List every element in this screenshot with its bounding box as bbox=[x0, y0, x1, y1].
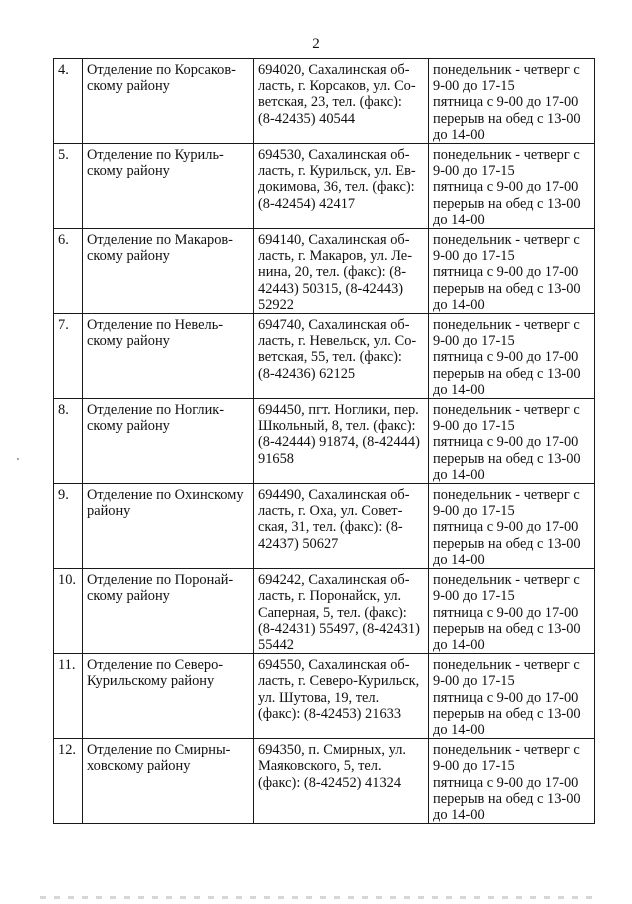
row-number: 5. bbox=[58, 147, 69, 164]
office-address-cell bbox=[254, 59, 429, 144]
office-hours-line: 9-00 до 17-15 bbox=[433, 588, 515, 605]
office-hours-line: пятница с 9-00 до 17-00 bbox=[433, 774, 579, 791]
office-hours-cell bbox=[429, 739, 595, 824]
row-number-cell bbox=[54, 654, 83, 739]
offices-table-body bbox=[54, 59, 595, 824]
office-address-line: Саперная, 5, тел. (факс): bbox=[258, 604, 407, 621]
row-number-cell bbox=[54, 144, 83, 229]
office-address-line: 694020, Сахалинская об- bbox=[258, 62, 410, 78]
office-hours-cell bbox=[429, 654, 595, 739]
office-name-cell bbox=[83, 654, 254, 739]
office-hours-line: перерыв на обед с 13-00 bbox=[433, 110, 581, 127]
office-address-cell bbox=[254, 654, 429, 739]
row-number: 9. bbox=[58, 487, 69, 504]
office-name-cell bbox=[83, 739, 254, 824]
offices-table bbox=[53, 58, 595, 824]
office-name-cell bbox=[83, 144, 254, 229]
office-hours-line: 9-00 до 17-15 bbox=[433, 418, 515, 435]
office-address-line: Маяковского, 5, тел. bbox=[258, 758, 382, 775]
office-name-line: скому району bbox=[87, 588, 170, 605]
office-hours-line: до 14-00 bbox=[433, 551, 485, 568]
office-address-line: ласть, г. Корсаков, ул. Со- bbox=[258, 78, 416, 95]
office-hours-line: 9-00 до 17-15 bbox=[433, 503, 515, 520]
office-hours-line: перерыв на обед с 13-00 bbox=[433, 705, 581, 722]
office-address-cell bbox=[254, 314, 429, 399]
office-address-line: ласть, г. Северо-Курильск, bbox=[258, 673, 420, 690]
office-hours-line: понедельник - четверг с bbox=[433, 742, 580, 759]
office-name-line: Курильскому району bbox=[87, 673, 215, 690]
office-address-cell bbox=[254, 229, 429, 314]
office-address-line: (8-42435) 40544 bbox=[258, 110, 356, 127]
office-address-line: (факс): (8-42452) 41324 bbox=[258, 774, 402, 791]
office-name-line: Отделение по Куриль- bbox=[87, 147, 224, 164]
office-hours-line: перерыв на обед с 13-00 bbox=[433, 365, 581, 382]
scan-artifact-strip bbox=[40, 896, 600, 899]
table-row bbox=[54, 739, 595, 824]
office-address-line: ветская, 23, тел. (факс): bbox=[258, 94, 402, 111]
office-hours-line: понедельник - четверг с bbox=[433, 317, 580, 334]
office-name-cell bbox=[83, 59, 254, 144]
office-address-line: (факс): (8-42453) 21633 bbox=[258, 705, 402, 722]
office-address-line: 694242, Сахалинская об- bbox=[258, 572, 410, 589]
row-number: 10. bbox=[58, 572, 76, 589]
table-row bbox=[54, 484, 595, 569]
office-address-line: (8-42436) 62125 bbox=[258, 365, 356, 382]
table-row bbox=[54, 654, 595, 739]
office-address-line: ласть, г. Курильск, ул. Ев- bbox=[258, 163, 416, 180]
office-name-cell bbox=[83, 399, 254, 484]
office-name-line: скому району bbox=[87, 248, 170, 265]
office-hours-line: пятница с 9-00 до 17-00 bbox=[433, 264, 579, 281]
office-address-line: 42443) 50315, (8-42443) bbox=[258, 280, 404, 297]
row-number: 12. bbox=[58, 742, 76, 759]
office-name-line: Отделение по Ноглик- bbox=[87, 402, 225, 419]
table-row bbox=[54, 144, 595, 229]
office-name-line: Отделение по Невель- bbox=[87, 317, 224, 334]
office-hours-line: пятница с 9-00 до 17-00 bbox=[433, 434, 579, 451]
row-number-cell bbox=[54, 569, 83, 654]
office-address-line: 694530, Сахалинская об- bbox=[258, 147, 410, 164]
office-hours-cell bbox=[429, 144, 595, 229]
office-name-line: скому району bbox=[87, 163, 170, 180]
office-hours-line: 9-00 до 17-15 bbox=[433, 248, 515, 265]
office-hours-line: перерыв на обед с 13-00 bbox=[433, 620, 581, 637]
office-hours-cell bbox=[429, 569, 595, 654]
office-address-line: Школьный, 8, тел. (факс): bbox=[258, 418, 416, 435]
office-hours-cell bbox=[429, 229, 595, 314]
office-address-line: (8-42444) 91874, (8-42444) bbox=[258, 434, 420, 451]
office-hours-line: перерыв на обед с 13-00 bbox=[433, 790, 581, 807]
office-name-line: скому району bbox=[87, 78, 170, 95]
office-name-line: Отделение по Смирны- bbox=[87, 742, 231, 759]
office-hours-line: пятница с 9-00 до 17-00 bbox=[433, 179, 579, 196]
office-address-line: докимова, 36, тел. (факс): bbox=[258, 179, 415, 196]
office-hours-line: до 14-00 bbox=[433, 466, 485, 483]
table-row bbox=[54, 569, 595, 654]
office-hours-line: перерыв на обед с 13-00 bbox=[433, 195, 581, 212]
office-name-line: району bbox=[87, 503, 131, 520]
office-address-line: (8-42454) 42417 bbox=[258, 195, 356, 212]
row-number: 6. bbox=[58, 232, 69, 249]
office-address-line: 42437) 50627 bbox=[258, 535, 339, 552]
office-hours-line: до 14-00 bbox=[433, 636, 485, 653]
office-name-cell bbox=[83, 229, 254, 314]
office-hours-cell bbox=[429, 399, 595, 484]
office-name-line: Отделение по Северо- bbox=[87, 657, 224, 674]
table-row bbox=[54, 59, 595, 144]
row-number-cell bbox=[54, 399, 83, 484]
table-row bbox=[54, 399, 595, 484]
office-hours-line: перерыв на обед с 13-00 bbox=[433, 450, 581, 467]
office-name-line: скому району bbox=[87, 418, 170, 435]
office-address-cell bbox=[254, 484, 429, 569]
office-hours-line: до 14-00 bbox=[433, 806, 485, 823]
office-hours-line: понедельник - четверг с bbox=[433, 62, 580, 78]
office-address-line: ветская, 55, тел. (факс): bbox=[258, 349, 402, 366]
office-hours-line: до 14-00 bbox=[433, 381, 485, 398]
office-hours-line: понедельник - четверг с bbox=[433, 232, 580, 249]
office-address-line: (8-42431) 55497, (8-42431) bbox=[258, 620, 420, 637]
office-address-line: ская, 31, тел. (факс): (8- bbox=[258, 519, 403, 536]
office-address-cell bbox=[254, 399, 429, 484]
office-name-line: Отделение по Поронай- bbox=[87, 572, 234, 589]
office-hours-cell bbox=[429, 59, 595, 144]
office-hours-line: понедельник - четверг с bbox=[433, 147, 580, 164]
office-hours-line: 9-00 до 17-15 bbox=[433, 78, 515, 95]
office-hours-line: понедельник - четверг с bbox=[433, 657, 580, 674]
office-address-line: 694550, Сахалинская об- bbox=[258, 657, 410, 674]
office-address-line: нина, 20, тел. (факс): (8- bbox=[258, 264, 407, 281]
office-hours-line: 9-00 до 17-15 bbox=[433, 758, 515, 775]
office-hours-line: понедельник - четверг с bbox=[433, 487, 580, 504]
office-name-cell bbox=[83, 314, 254, 399]
row-number: 7. bbox=[58, 317, 69, 334]
office-hours-line: пятница с 9-00 до 17-00 bbox=[433, 349, 579, 366]
office-hours-line: пятница с 9-00 до 17-00 bbox=[433, 689, 579, 706]
office-hours-line: пятница с 9-00 до 17-00 bbox=[433, 604, 579, 621]
office-address-line: 694450, пгт. Ноглики, пер. bbox=[258, 402, 419, 419]
office-name-line: скому району bbox=[87, 333, 170, 350]
office-address-line: 694740, Сахалинская об- bbox=[258, 317, 410, 334]
office-address-line: ласть, г. Поронайск, ул. bbox=[258, 588, 402, 605]
row-number-cell bbox=[54, 739, 83, 824]
office-address-line: 55442 bbox=[258, 636, 294, 653]
office-hours-line: пятница с 9-00 до 17-00 bbox=[433, 94, 579, 111]
table-row bbox=[54, 229, 595, 314]
office-name-cell bbox=[83, 484, 254, 569]
office-hours-line: понедельник - четверг с bbox=[433, 402, 580, 419]
row-number-cell bbox=[54, 59, 83, 144]
office-name-line: Отделение по Охинскому bbox=[87, 487, 244, 504]
office-hours-line: перерыв на обед с 13-00 bbox=[433, 280, 581, 297]
office-address-line: ласть, г. Оха, ул. Совет- bbox=[258, 503, 403, 520]
row-number-cell bbox=[54, 229, 83, 314]
office-hours-line: 9-00 до 17-15 bbox=[433, 333, 515, 350]
scan-speck bbox=[17, 458, 19, 460]
office-address-line: 694140, Сахалинская об- bbox=[258, 232, 410, 249]
office-address-line: 694490, Сахалинская об- bbox=[258, 487, 410, 504]
office-hours-line: до 14-00 bbox=[433, 211, 485, 228]
office-address-line: 52922 bbox=[258, 296, 294, 313]
office-address-line: ласть, г. Невельск, ул. Со- bbox=[258, 333, 417, 350]
row-number: 11. bbox=[58, 657, 76, 674]
office-hours-cell bbox=[429, 484, 595, 569]
office-name-line: Отделение по Макаров- bbox=[87, 232, 233, 249]
office-hours-line: понедельник - четверг с bbox=[433, 572, 580, 589]
row-number-cell bbox=[54, 314, 83, 399]
office-address-cell bbox=[254, 144, 429, 229]
office-address-line: 694350, п. Смирных, ул. bbox=[258, 742, 406, 759]
office-address-line: 91658 bbox=[258, 450, 294, 467]
office-name-line: Отделение по Корсаков- bbox=[87, 62, 236, 78]
office-hours-line: 9-00 до 17-15 bbox=[433, 673, 515, 690]
row-number: 8. bbox=[58, 402, 69, 419]
office-hours-line: до 14-00 bbox=[433, 296, 485, 313]
office-hours-line: перерыв на обед с 13-00 bbox=[433, 535, 581, 552]
row-number-cell bbox=[54, 484, 83, 569]
office-hours-line: пятница с 9-00 до 17-00 bbox=[433, 519, 579, 536]
office-hours-cell bbox=[429, 314, 595, 399]
office-hours-line: 9-00 до 17-15 bbox=[433, 163, 515, 180]
office-hours-line: до 14-00 bbox=[433, 721, 485, 738]
row-number: 4. bbox=[58, 62, 69, 78]
office-address-cell bbox=[254, 569, 429, 654]
office-name-line: ховскому району bbox=[87, 758, 191, 775]
office-address-line: ласть, г. Макаров, ул. Ле- bbox=[258, 248, 412, 265]
office-address-line: ул. Шутова, 19, тел. bbox=[258, 689, 380, 706]
page-number: 2 bbox=[312, 36, 320, 52]
table-row bbox=[54, 314, 595, 399]
office-hours-line: до 14-00 bbox=[433, 126, 485, 143]
office-address-cell bbox=[254, 739, 429, 824]
office-name-cell bbox=[83, 569, 254, 654]
